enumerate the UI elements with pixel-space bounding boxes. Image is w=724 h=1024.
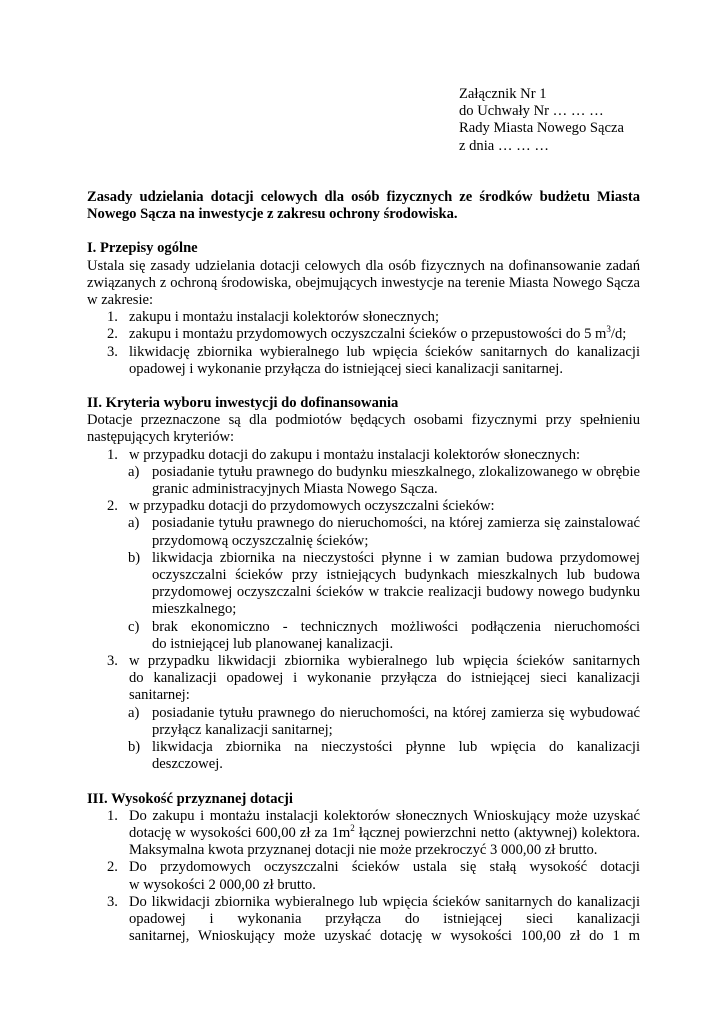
annex-council: Rady Miasta Nowego Sącza	[459, 120, 624, 137]
item-number: 2.	[107, 859, 118, 876]
sub-item-letter: a)	[128, 704, 140, 721]
sub-item-letter: c)	[128, 618, 140, 635]
text-fragment: łącznej powierzchni netto (aktywnej) kolektora.	[354, 824, 641, 841]
list-item	[87, 808, 640, 860]
text-line: do kanalizacji opadowej i wykonanie przyłącza do istniejącej sieci kanalizacji	[129, 670, 640, 687]
section-heading: I. Przepisy ogólne	[87, 240, 198, 257]
text-line: likwidacja zbiornika na nieczystości płynne i w zamian budowa przydomowej	[152, 549, 640, 566]
text-line: Maksymalna kwota przyznanej dotacji nie może przekroczyć 3 000,00 zł brutto.	[129, 842, 598, 859]
text-line: opadowej i wykonanie przyłącza do istniejącej sieci kanalizacji sanitarnej.	[129, 360, 563, 377]
item-number: 1.	[107, 309, 118, 326]
text-line: brak ekonomiczno - technicznych możliwości podłączenia nieruchomości	[152, 618, 640, 635]
item-text: zakupu i montażu przydomowych oczyszczalni ścieków o przepustowości do 5 m	[129, 326, 607, 343]
list-item	[87, 653, 640, 705]
superscript: 2	[350, 823, 355, 834]
text-line: w wysokości 2 000,00 zł brutto.	[129, 876, 316, 893]
item-text: /d;	[610, 326, 627, 343]
text-line: w zakresie:	[87, 292, 154, 309]
section-grant-amount	[87, 791, 640, 946]
text-line: granic administracyjnych Miasta Nowego Sącza.	[152, 481, 438, 498]
text-line: Do przydomowych oczyszczalni ścieków ustala się stałą wysokość dotacji	[129, 859, 640, 876]
list-item	[87, 859, 640, 893]
sub-item-letter: a)	[128, 515, 140, 532]
item-number: 2.	[107, 498, 118, 515]
section-heading: II. Kryteria wyboru inwestycji do dofinansowania	[87, 395, 399, 412]
annex-number: Załącznik Nr 1	[459, 86, 547, 102]
annex-resolution: do Uchwały Nr … … …	[459, 103, 604, 120]
list-item	[87, 894, 640, 946]
sub-item	[87, 705, 640, 739]
superscript: 3	[606, 324, 611, 335]
item-number: 3.	[107, 343, 118, 360]
sub-item	[87, 464, 640, 498]
text-line: Dotacje przeznaczone są dla podmiotów będących osobami fizycznymi przy spełnieniu	[87, 412, 640, 429]
text-line: w przypadku likwidacji zbiornika wybieralnego lub wpięcia ścieków sanitarnych	[129, 653, 640, 670]
sub-item	[87, 550, 640, 619]
text-line: przyłącz kanalizacji sanitarnej;	[152, 721, 333, 738]
item-number: 2.	[107, 326, 118, 343]
sub-item	[87, 739, 640, 773]
text-line: sanitarnej:	[129, 687, 190, 704]
text-line: likwidacja zbiornika na nieczystości płynne lub wpięcia do kanalizacji	[152, 739, 640, 756]
text-line: Ustala się zasady udzielania dotacji celowych dla osób fizycznych na dofinansowanie zadań	[87, 257, 640, 274]
title-line: Zasady udzielania dotacji celowych dla osób fizycznych ze środków budżetu Miasta	[87, 189, 640, 205]
sub-item-letter: b)	[128, 549, 141, 566]
text-line: Do zakupu i montażu instalacji kolektorów słonecznych Wnioskujący może uzyskać	[129, 807, 640, 824]
list-item	[87, 447, 640, 464]
text-line: posiadanie tytułu prawnego do nieruchomości, na której zamierza się wybudować	[152, 704, 640, 721]
text-line: do istniejącej lub planowanej kanalizacji.	[152, 635, 394, 652]
list-item	[87, 344, 640, 378]
sub-item-letter: b)	[128, 739, 141, 756]
list-item	[87, 309, 640, 326]
text-line: likwidację zbiornika wybieralnego lub wpięcia ścieków sanitarnych do kanalizacji	[129, 343, 640, 360]
text-fragment: dotację w wysokości 600,00 zł za 1m	[129, 824, 351, 841]
item-number: 1.	[107, 807, 118, 824]
item-number: 3.	[107, 653, 118, 670]
sub-item	[87, 515, 640, 549]
section-intro	[87, 258, 640, 310]
title-line: Nowego Sącza na inwestycje z zakresu ochrony środowiska.	[87, 206, 458, 223]
list-item	[87, 498, 640, 515]
text-line: mieszkalnego;	[152, 601, 237, 618]
sub-item	[87, 619, 640, 653]
annex-header	[459, 86, 624, 155]
item-number: 3.	[107, 893, 118, 910]
text-line: sanitarnej, Wnioskujący może uzyskać dotację w wysokości 100,00 zł do 1 m	[129, 928, 640, 945]
list-item	[87, 326, 640, 343]
item-text: w przypadku dotacji do przydomowych oczyszczalni ścieków:	[129, 498, 495, 515]
section-selection-criteria	[87, 395, 640, 773]
item-text: w przypadku dotacji do zakupu i montażu instalacji kolektorów słonecznych:	[129, 446, 581, 463]
item-number: 1.	[107, 446, 118, 463]
section-intro	[87, 412, 640, 446]
text-line: związanych z ochroną środowiska, obejmujących inwestycje na terenie Miasta Nowego Sącza	[87, 274, 640, 291]
text-line: oczyszczalni ścieków przy istniejących budynkach mieszkalnych lub budowa	[152, 567, 640, 584]
text-line: posiadanie tytułu prawnego do nieruchomości, na której zamierza się zainstalować	[152, 515, 640, 532]
section-general-provisions	[87, 240, 640, 378]
section-heading: III. Wysokość przyznanej dotacji	[87, 790, 293, 807]
document-body	[87, 189, 640, 945]
document-title	[87, 189, 640, 223]
text-line: opadowej i wykonania przyłącza do istniejącej sieci kanalizacji	[129, 910, 640, 927]
text-line	[129, 825, 640, 842]
text-line: Do likwidacji zbiornika wybieralnego lub wpięcia ścieków sanitarnych do kanalizacji	[129, 893, 640, 910]
text-line: posiadanie tytułu prawnego do budynku mieszkalnego, zlokalizowanego w obrębie	[152, 463, 640, 480]
text-line: przydomową oczyszczalnię ścieków;	[152, 532, 369, 549]
text-line: przydomowej oczyszczalni ścieków w trakcie realizacji budowy nowego budynku	[152, 584, 640, 601]
annex-date: z dnia … … …	[459, 137, 549, 154]
scope-list	[87, 309, 640, 378]
text-line: deszczowej.	[152, 756, 223, 773]
sub-item-letter: a)	[128, 463, 140, 480]
item-text: zakupu i montażu instalacji kolektorów słonecznych;	[129, 309, 440, 326]
text-line: następujących kryteriów:	[87, 429, 235, 446]
